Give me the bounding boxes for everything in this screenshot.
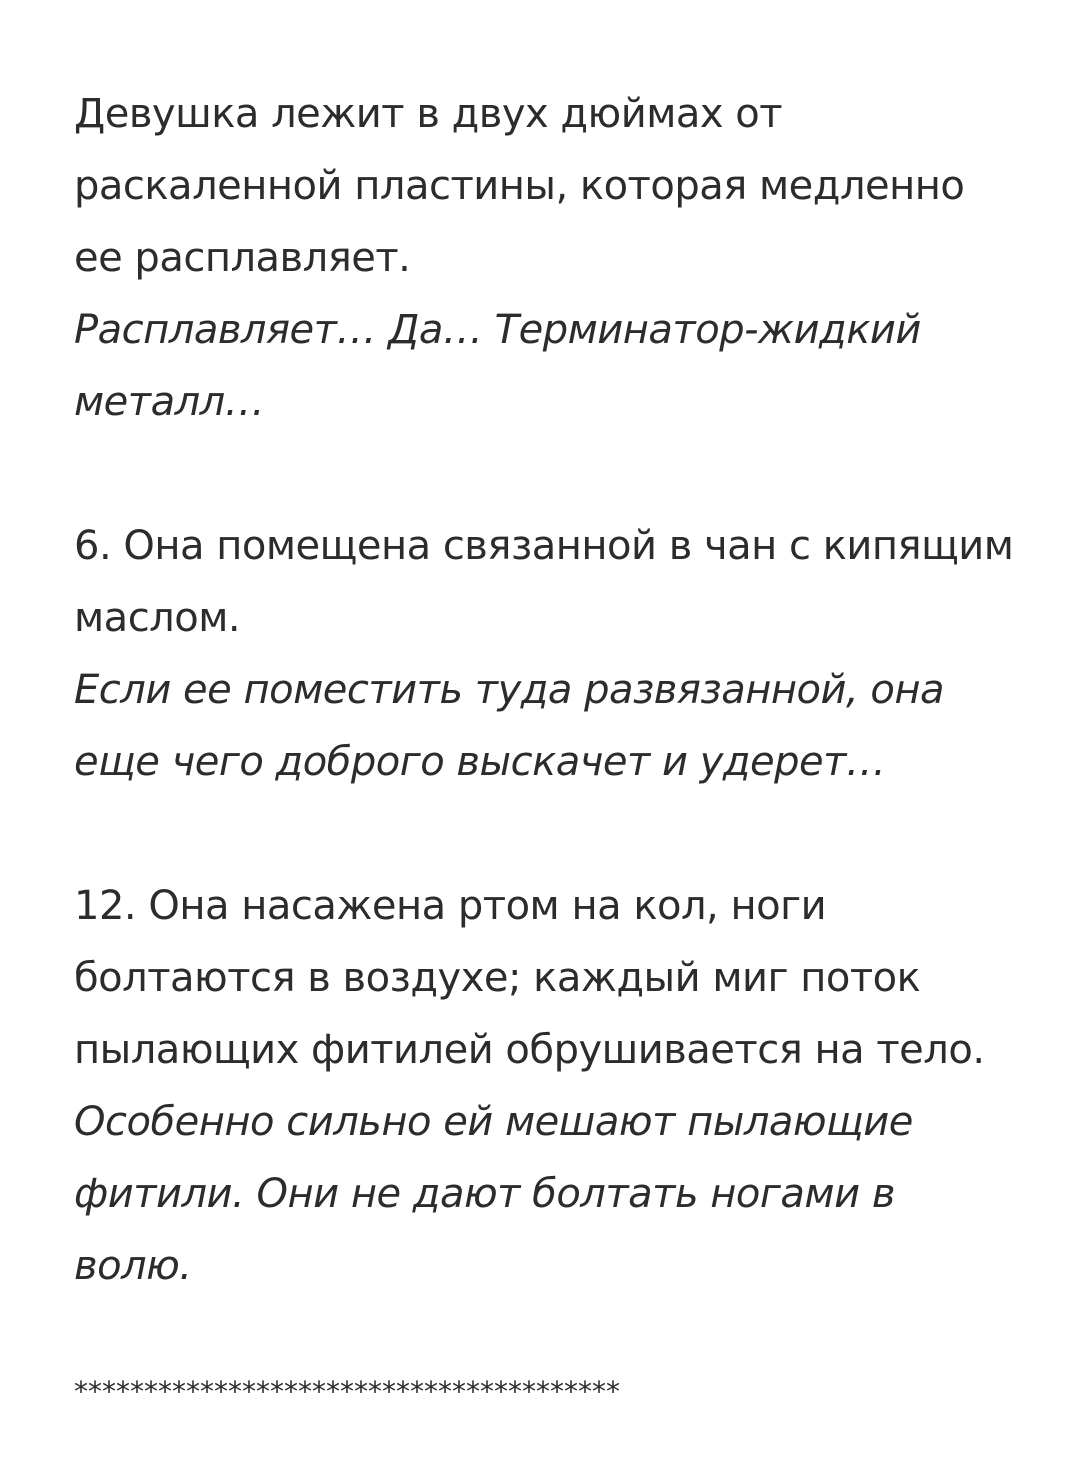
comment-text: Если ее поместить туда развязанной, она еще чего доброго выскачет и удерет…	[74, 667, 945, 785]
paragraph-block	[74, 870, 1014, 1302]
paragraph-spacer	[74, 798, 1014, 870]
comment-text: Особенно сильно ей мешают пылающие фитили. Они не дают болтать ногами в волю.	[74, 1099, 913, 1289]
quote-text: 12. Она насажена ртом на кол, ноги болтаются в воздухе; каждый миг поток пылающих фитилей обрушивается на тело.	[74, 883, 985, 1073]
asterisk-separator: ***************************************	[74, 1375, 620, 1408]
paragraph-block	[74, 78, 1014, 438]
comment-text: Расплавляет… Да… Терминатор-жидкий металл…	[74, 307, 921, 425]
paragraph-spacer	[74, 438, 1014, 510]
paragraph-block	[74, 510, 1014, 798]
quote-text: Девушка лежит в двух дюймах от раскаленной пластины, которая медленно ее расплавляет.	[74, 91, 965, 281]
quote-text: 6. Она помещена связанной в чан с кипящим маслом.	[74, 523, 1014, 641]
article-body	[74, 78, 1014, 1302]
